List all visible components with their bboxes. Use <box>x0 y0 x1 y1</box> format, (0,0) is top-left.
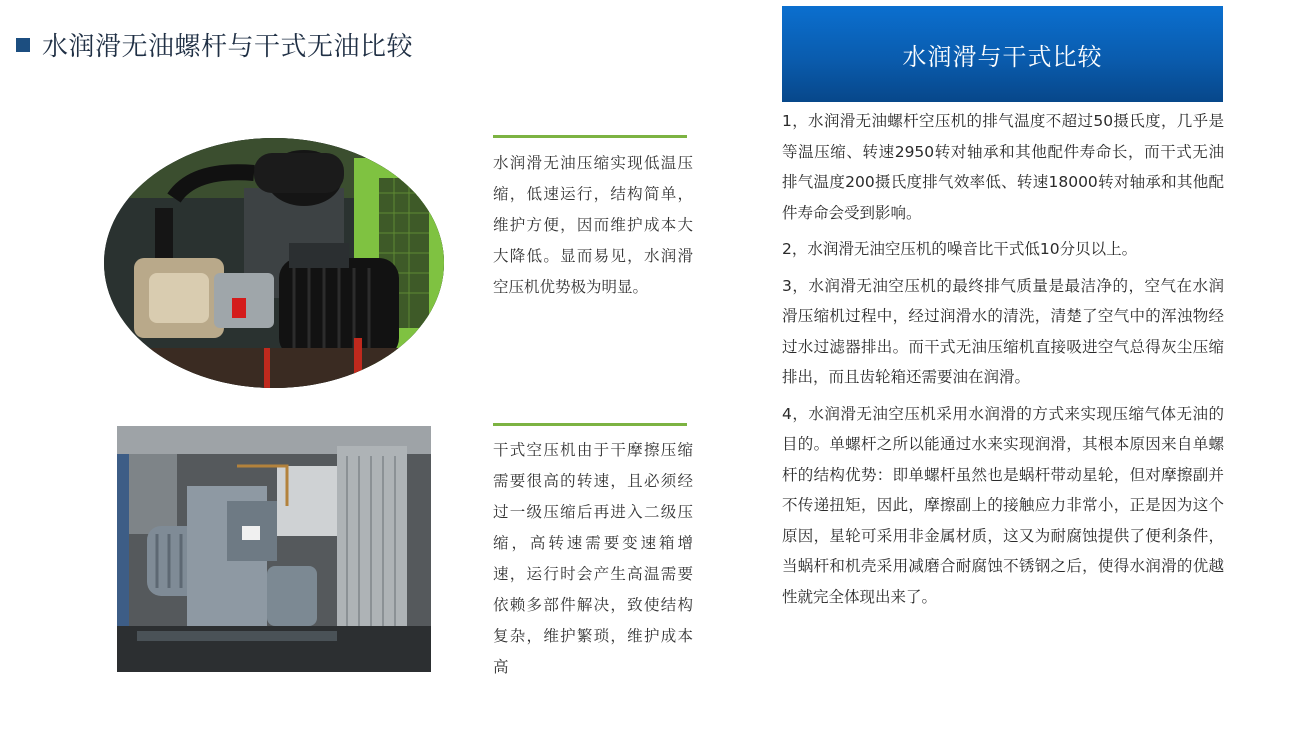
comparison-panel-body <box>782 106 1224 618</box>
page-title: 水润滑无油螺杆与干式无油比较 <box>42 32 414 62</box>
comparison-point: 3，水润滑无油空压机的最终排气质量是最洁净的，空气在水润滑压缩机过程中，经过润滑水的清洗，清楚了空气中的浑浊物经过水过滤器排出。而干式无油压缩机直接吸进空气总得灰尘压缩排出，而且齿轮箱还需要油在润滑。 <box>782 276 1224 386</box>
comparison-panel-title: 水润滑与干式比较 <box>902 42 1103 71</box>
comparison-point: 4，水润滑无油空压机采用水润滑的方式来实现压缩气体无油的目的。单螺杆之所以能通过水来实现润滑，其根本原因来自单螺杆的结构优势：即单螺杆虽然也是蜗杆带动星轮，但对摩擦副并不传递扭矩，因此，摩擦副上的接触应力非常小，正是因为这个原因，星轮可采用非金属材质，这又为耐腐蚀提供了便利条件，当蜗杆和机壳采用减磨合耐腐蚀不锈钢之后，使得水润滑的优越性就完全体现出来了。 <box>782 404 1224 606</box>
divider-rule <box>493 135 687 138</box>
comparison-point: 1，水润滑无油螺杆空压机的排气温度不超过50摄氏度，几乎是等温压缩、转速2950转对轴承和其他配件寿命长，而干式无油排气温度200摄氏度排气效率低、转速18000转对轴承和其他配件寿命会受到影响。 <box>782 112 1224 222</box>
divider-rule <box>493 423 687 426</box>
water-lubricated-description: 水润滑无油压缩实现低温压缩，低速运行，结构简单，维护方便，因而维护成本大大降低。显而易见，水润滑空压机优势极为明显。 <box>493 154 693 296</box>
dry-oil-free-compressor-photo <box>117 426 431 672</box>
comparison-point: 2，水润滑无油空压机的噪音比干式低10分贝以上。 <box>782 240 1138 258</box>
title-square-icon <box>16 38 30 52</box>
title-row <box>16 26 413 63</box>
dry-oil-free-description: 干式空压机由于干摩擦压缩需要很高的转速，且必须经过一级压缩后再进入二级压缩，高转速需要变速箱增速，运行时会产生高温需要依赖多部件解决，致使结构复杂，维护繁琐，维护成本高 <box>493 441 693 676</box>
water-lubricated-compressor-photo <box>104 138 444 388</box>
comparison-panel-header <box>782 6 1223 102</box>
